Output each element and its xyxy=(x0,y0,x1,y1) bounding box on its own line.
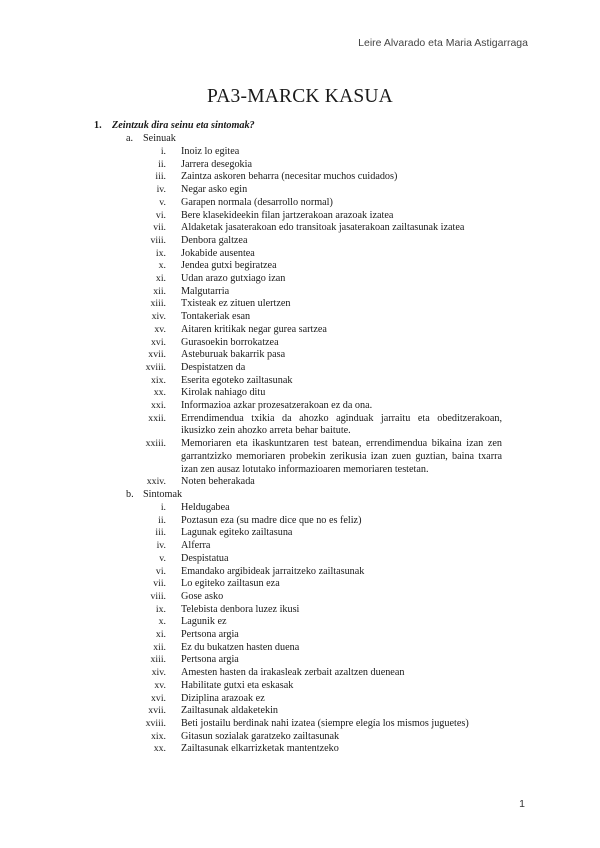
list-item-text: Despistatua xyxy=(181,552,229,564)
list-item xyxy=(0,680,600,693)
list-item xyxy=(0,146,600,159)
list-item-number: x. xyxy=(158,260,166,272)
list-item xyxy=(0,604,600,617)
list-item-text: Jarrera desegokia xyxy=(181,158,252,170)
section-letter: a. xyxy=(126,133,134,144)
list-item-text: Zailtasunak elkarrizketak mantentzeko xyxy=(181,743,339,755)
list-item xyxy=(0,540,600,553)
list-item-number: ii. xyxy=(158,514,166,526)
list-item-number: vi. xyxy=(155,209,166,221)
list-item-number: xvi. xyxy=(151,336,166,348)
list-item xyxy=(0,629,600,642)
list-item-text: Gitasun sozialak garatzeko zailtasunak xyxy=(181,730,340,742)
question-text: Zeintzuk dira seinu eta sintomak? xyxy=(112,120,255,131)
section-label: Seinuak xyxy=(143,133,176,144)
list-item xyxy=(0,693,600,706)
list-item xyxy=(0,387,600,400)
list-item xyxy=(0,171,600,184)
list-item-number: iii. xyxy=(155,171,166,183)
list-item-text: Pertsona argia xyxy=(181,654,239,666)
list-item-text: Jendea gutxi begiratzea xyxy=(181,260,277,272)
list-item-text: Beti jostailu berdinak nahi izatea (siempre elegía los mismos juguetes) xyxy=(181,717,469,729)
list-item xyxy=(0,375,600,388)
list-item xyxy=(0,616,600,629)
list-item-number: iv. xyxy=(156,184,166,196)
list-item-text: Emandako argibideak jarraitzeko zailtasunak xyxy=(181,565,365,577)
list-item-number: xvii. xyxy=(148,705,166,717)
list-item-text: Gose asko xyxy=(181,590,224,602)
list-item-number: xx. xyxy=(153,743,166,755)
list-item-number: vii. xyxy=(153,222,166,234)
list-item-number: i. xyxy=(160,501,166,513)
list-item xyxy=(0,413,600,438)
list-item-text: Habilitate gutxi eta eskasak xyxy=(181,679,294,691)
list-item xyxy=(0,337,600,350)
list-item-number: xiv. xyxy=(151,311,166,323)
list-item xyxy=(0,527,600,540)
list-item-number: xvii. xyxy=(148,349,166,361)
list-item-text: Garapen normala (desarrollo normal) xyxy=(181,196,333,208)
list-item-number: xxiv. xyxy=(146,476,166,488)
list-item-number: ii. xyxy=(158,158,166,170)
list-item-text: Poztasun eza (su madre dice que no es feliz) xyxy=(181,514,362,526)
list-item-text: Negar asko egin xyxy=(181,184,248,196)
list-item-text: Zaintza askoren beharra (necesitar muchos cuidados) xyxy=(181,171,398,183)
list-item xyxy=(0,273,600,286)
list-item-text: Lagunak egiteko zailtasuna xyxy=(181,527,293,539)
list-item xyxy=(0,362,600,375)
list-item-text: Kirolak nahiago ditu xyxy=(181,387,266,399)
list-item-number: v. xyxy=(159,196,166,208)
list-item-text: Malgutarria xyxy=(181,285,230,297)
list-item-number: xix. xyxy=(151,730,166,742)
list-item xyxy=(0,642,600,655)
list-item-number: i. xyxy=(160,146,166,157)
list-item-number: xi. xyxy=(155,629,166,641)
list-item xyxy=(0,197,600,210)
list-item-number: xv. xyxy=(154,323,166,335)
list-item-number: iii. xyxy=(155,527,166,539)
list-item xyxy=(0,286,600,299)
list-item-number: v. xyxy=(159,552,166,564)
list-item-text: Lo egiteko zailtasun eza xyxy=(181,578,280,590)
list-item xyxy=(0,311,600,324)
list-item-text: Tontakeriak esan xyxy=(181,311,251,323)
list-item xyxy=(0,578,600,591)
list-item-text: Aitaren kritikak negar gurea sartzea xyxy=(181,323,327,335)
section-label: Sintomak xyxy=(143,488,183,500)
list-item-number: xx. xyxy=(153,387,166,399)
list-item-number: xiv. xyxy=(151,667,166,679)
list-item xyxy=(0,298,600,311)
list-item xyxy=(0,591,600,604)
list-item-text: Denbora galtzea xyxy=(181,234,248,246)
list-item xyxy=(0,184,600,197)
list-item-text: Txisteak ez zituen ulertzen xyxy=(181,298,291,310)
list-item-text: Lagunik ez xyxy=(181,616,227,628)
list-item-number: iv. xyxy=(156,540,166,552)
list-item-text: Heldugabea xyxy=(181,501,230,513)
document-title: PA3-MARCK KASUA xyxy=(207,86,393,107)
list-item xyxy=(0,718,600,731)
list-item-number: xiii. xyxy=(150,298,166,310)
list-item-text: Errendimendua txikia da ahozko aginduak jarraitu eta obeditzerakoan, ikusizko zein ahozko arreta behar baitute. xyxy=(181,412,502,437)
list-item-number: xviii. xyxy=(145,361,166,373)
list-item-text: Eserita egoteko zailtasunak xyxy=(181,374,293,386)
list-item-number: xi. xyxy=(155,273,166,285)
list-item-number: xv. xyxy=(154,679,166,691)
list-item xyxy=(0,705,600,718)
section-heading xyxy=(0,489,600,502)
list-item-number: viii. xyxy=(150,234,166,246)
list-item xyxy=(0,553,600,566)
list-item xyxy=(0,731,600,744)
list-item-number: xxi. xyxy=(151,400,166,412)
document-body xyxy=(0,120,600,756)
list-item xyxy=(0,235,600,248)
list-item-number: xxiii. xyxy=(145,438,166,450)
list-item-number: xii. xyxy=(153,285,166,297)
list-item-text: Bere klasekideekin filan jartzerakoan arazoak izatea xyxy=(181,209,394,221)
list-item-text: Despistatzen da xyxy=(181,361,246,373)
list-item xyxy=(0,743,600,756)
list-item-number: ix. xyxy=(155,603,166,615)
list-item-text: Inoiz lo egitea xyxy=(181,146,240,157)
list-item xyxy=(0,438,600,476)
page-number: 1 xyxy=(519,798,525,810)
list-item-text: Aldaketak jasaterakoan edo transitoak jasaterakoan zailtasunak izatea xyxy=(181,222,465,234)
list-item-text: Asteburuak bakarrik pasa xyxy=(181,349,286,361)
list-item-number: vi. xyxy=(155,565,166,577)
list-item xyxy=(0,654,600,667)
list-item xyxy=(0,400,600,413)
list-item-text: Amesten hasten da irakasleak zerbait azaltzen duenean xyxy=(181,667,405,679)
question-number: 1. xyxy=(94,120,102,131)
list-item-number: xxii. xyxy=(148,412,166,424)
section-letter: b. xyxy=(126,488,134,500)
list-item-text: Noten beherakada xyxy=(181,476,255,488)
list-item-text: Zailtasunak aldaketekin xyxy=(181,705,279,717)
list-item-text: Jokabide ausentea xyxy=(181,247,255,259)
list-item-number: x. xyxy=(158,616,166,628)
list-item-text: Memoriaren eta ikaskuntzaren test batean, errendimendua bikaina izan zen garrantzizko memoriaren probekin zerikusia izan zuen guztian, baina txarra izan zen ausaz lotutako informazioaren memoriaren testetan. xyxy=(181,438,502,475)
list-item xyxy=(0,667,600,680)
list-item-number: vii. xyxy=(153,578,166,590)
list-item xyxy=(0,476,600,489)
list-item xyxy=(0,566,600,579)
section-heading xyxy=(0,133,600,146)
list-item-number: xviii. xyxy=(145,717,166,729)
list-item-text: Diziplina arazoak ez xyxy=(181,692,265,704)
page-header: Leire Alvarado eta Maria Astigarraga xyxy=(358,37,528,49)
list-item-text: Ez du bukatzen hasten duena xyxy=(181,641,300,653)
list-item xyxy=(0,159,600,172)
list-item-number: xix. xyxy=(151,374,166,386)
list-item-text: Gurasoekin borrokatzea xyxy=(181,336,279,348)
list-item-number: xvi. xyxy=(151,692,166,704)
list-item xyxy=(0,260,600,273)
list-item xyxy=(0,349,600,362)
list-item xyxy=(0,248,600,261)
list-item-text: Informazioa azkar prozesatzerakoan ez da ona. xyxy=(181,400,373,412)
list-item-text: Alferra xyxy=(181,540,211,552)
list-item-number: xii. xyxy=(153,641,166,653)
list-item xyxy=(0,324,600,337)
list-item-number: xiii. xyxy=(150,654,166,666)
list-item xyxy=(0,222,600,235)
list-item-text: Pertsona argia xyxy=(181,629,239,641)
list-item xyxy=(0,515,600,528)
question-heading xyxy=(0,120,600,133)
list-item-text: Udan arazo gutxiago izan xyxy=(181,273,286,285)
list-item xyxy=(0,210,600,223)
list-item-number: viii. xyxy=(150,590,166,602)
list-item xyxy=(0,502,600,515)
list-item-text: Telebista denbora luzez ikusi xyxy=(181,603,300,615)
list-item-number: ix. xyxy=(155,247,166,259)
